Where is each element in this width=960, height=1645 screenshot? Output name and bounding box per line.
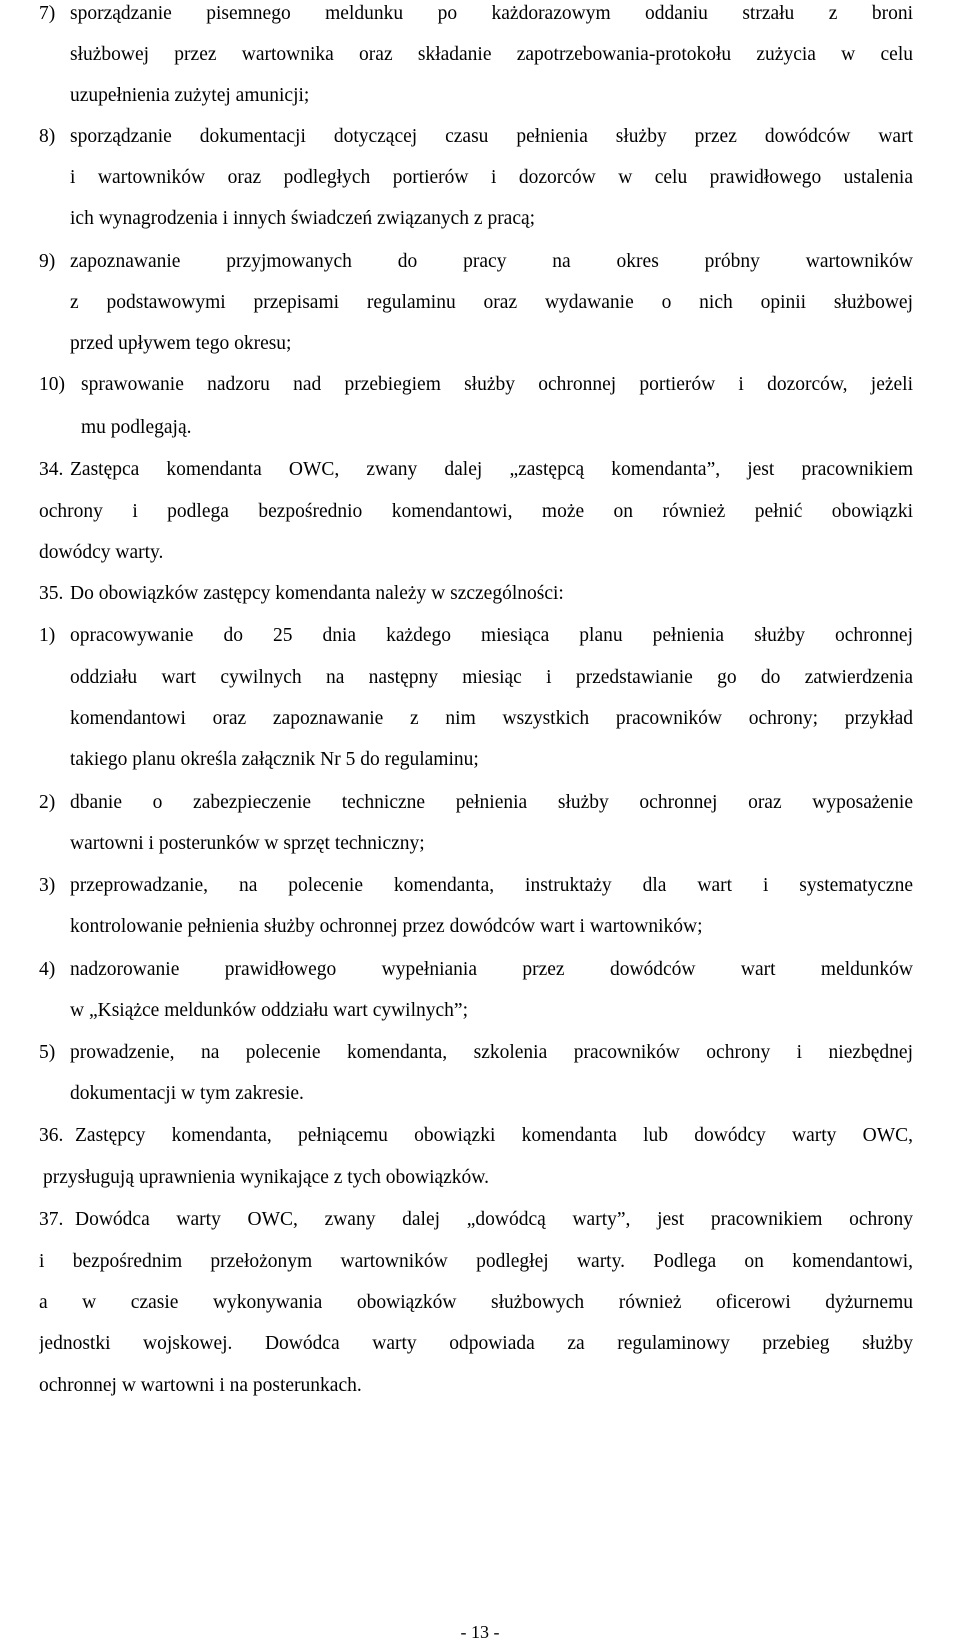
list-number: 1)	[39, 625, 56, 646]
paragraph-line: kontrolowanie pełnienia służby ochronnej przez dowódców wart i wartowników;	[70, 916, 703, 937]
paragraph-line: jednostki wojskowej. Dowódca warty odpowiada za regulaminowy przebieg służby	[39, 1333, 913, 1354]
paragraph-line: dokumentacji w tym zakresie.	[70, 1083, 304, 1104]
paragraph-line: ochrony i podlega bezpośrednio komendantowi, może on również pełnić obowiązki	[39, 501, 913, 522]
list-number: 7)	[39, 3, 56, 24]
paragraph-line: służbowej przez wartownika oraz składanie zapotrzebowania-protokołu zużycia w celu	[70, 44, 913, 65]
section-number: 34.	[39, 459, 64, 480]
paragraph-line: ochronnej w wartowni i na posterunkach.	[39, 1375, 362, 1396]
paragraph-line: oddziału wart cywilnych na następny miesiąc i przedstawianie go do zatwierdzenia	[70, 667, 913, 688]
paragraph-line: zapoznawanie przyjmowanych do pracy na okres próbny wartowników	[70, 251, 913, 272]
paragraph-line: dbanie o zabezpieczenie techniczne pełnienia służby ochronnej oraz wyposażenie	[70, 792, 913, 813]
paragraph-line: prowadzenie, na polecenie komendanta, szkolenia pracowników ochrony i niezbędnej	[70, 1042, 913, 1063]
paragraph-line: mu podlegają.	[81, 417, 192, 438]
list-number: 3)	[39, 875, 56, 896]
paragraph-line: sporządzanie pisemnego meldunku po każdorazowym oddaniu strzału z broni	[70, 3, 913, 24]
paragraph-line: wartowni i posterunków w sprzęt techniczny;	[70, 833, 425, 854]
list-number: 9)	[39, 251, 56, 272]
paragraph-line: komendantowi oraz zapoznawanie z nim wszystkich pracowników ochrony; przykład	[70, 708, 913, 729]
paragraph-line: przeprowadzanie, na polecenie komendanta, instruktaży dla wart i systematyczne	[70, 875, 913, 896]
paragraph-line: uzupełnienia zużytej amunicji;	[70, 85, 310, 106]
paragraph-line: nadzorowanie prawidłowego wypełniania przez dowódców wart meldunków	[70, 959, 913, 980]
list-number: 2)	[39, 792, 56, 813]
paragraph-line: w „Książce meldunków oddziału wart cywilnych”;	[70, 1000, 468, 1021]
list-number: 8)	[39, 126, 56, 147]
paragraph-line: ich wynagrodzenia i innych świadczeń związanych z pracą;	[70, 208, 536, 229]
paragraph-line: i bezpośrednim przełożonym wartowników podległej warty. Podlega on komendantowi,	[39, 1251, 913, 1272]
section-number: 37.	[39, 1209, 64, 1230]
paragraph-line: sprawowanie nadzoru nad przebiegiem służby ochronnej portierów i dozorców, jeżeli	[81, 374, 913, 395]
section-number: 35.	[39, 583, 64, 604]
list-number: 5)	[39, 1042, 56, 1063]
paragraph-line: a w czasie wykonywania obowiązków służbowych również oficerowi dyżurnemu	[39, 1292, 913, 1313]
paragraph-line: z podstawowymi przepisami regulaminu oraz wydawanie o nich opinii służbowej	[70, 292, 913, 313]
section-number: 36.	[39, 1125, 64, 1146]
paragraph-line: Zastępcy komendanta, pełniącemu obowiązki komendanta lub dowódcy warty OWC,	[75, 1125, 913, 1146]
paragraph-line: przed upływem tego okresu;	[70, 333, 292, 354]
paragraph-line: takiego planu określa załącznik Nr 5 do regulaminu;	[70, 749, 479, 770]
list-number: 4)	[39, 959, 56, 980]
page-number: - 13 -	[460, 1622, 500, 1642]
paragraph-line: Do obowiązków zastępcy komendanta należy w szczególności:	[70, 583, 564, 604]
list-number: 10)	[39, 374, 65, 395]
paragraph-line: dowódcy warty.	[39, 542, 164, 563]
paragraph-line: sporządzanie dokumentacji dotyczącej czasu pełnienia służby przez dowódców wart	[70, 126, 913, 147]
paragraph-line: Dowódca warty OWC, zwany dalej „dowódcą warty”, jest pracownikiem ochrony	[75, 1209, 913, 1230]
paragraph-line: przysługują uprawnienia wynikające z tych obowiązków.	[43, 1167, 489, 1188]
paragraph-line: i wartowników oraz podległych portierów i dozorców w celu prawidłowego ustalenia	[70, 167, 913, 188]
paragraph-line: Zastępca komendanta OWC, zwany dalej „zastępcą komendanta”, jest pracownikiem	[70, 459, 913, 480]
paragraph-line: opracowywanie do 25 dnia każdego miesiąca planu pełnienia służby ochronnej	[70, 625, 913, 646]
